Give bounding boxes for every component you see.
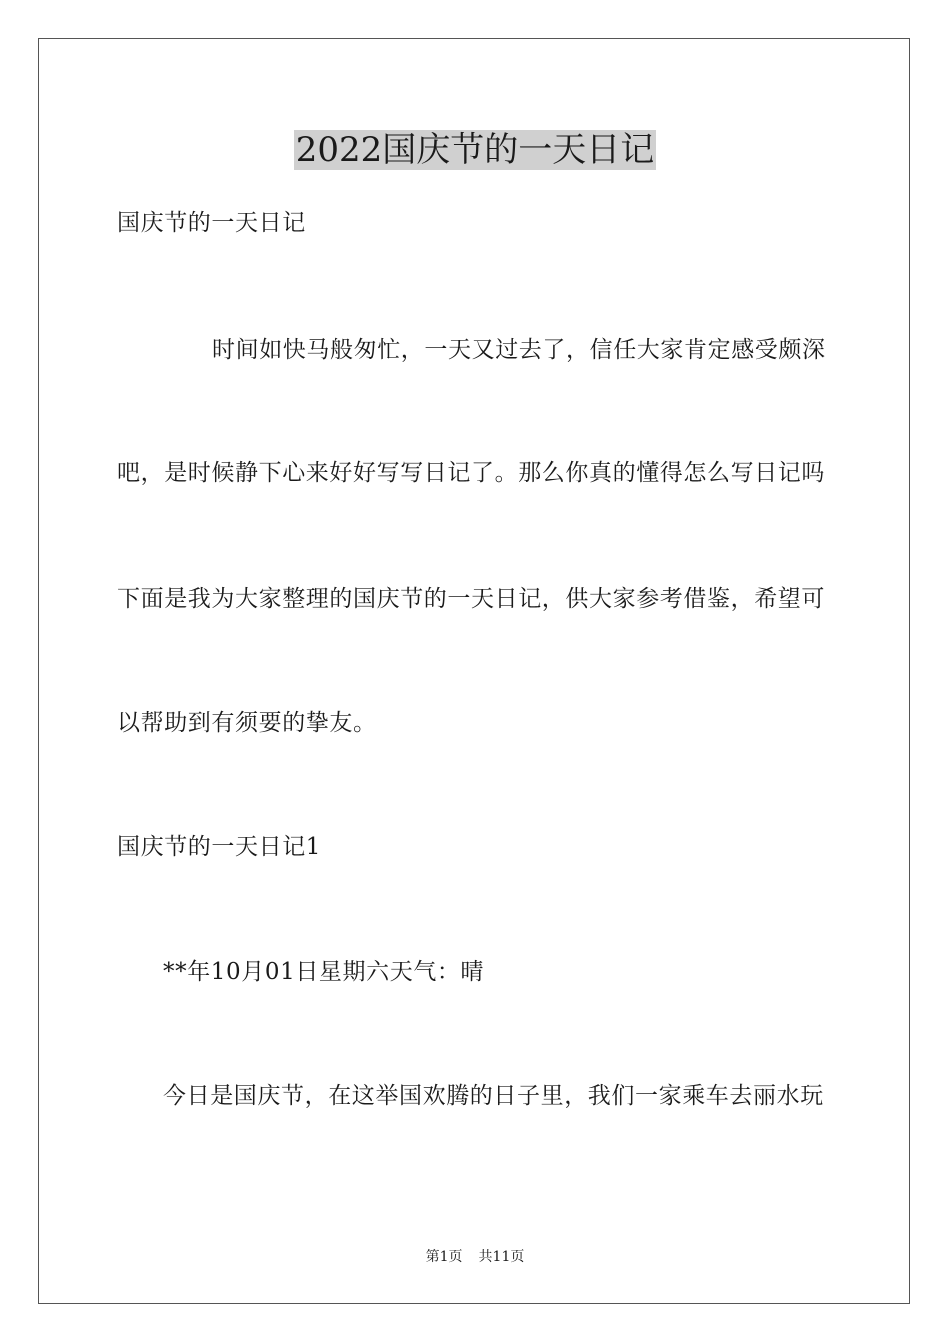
page-footer (0, 1247, 950, 1267)
paragraph-line: 时间如快马般匆忙，一天又过去了，信任大家肯定感受颇深 (212, 337, 826, 363)
paragraph-line: 吧，是时候静下心来好好写写日记了。那么你真的懂得怎么写日记吗 (117, 460, 825, 486)
page-number: 第1页 (425, 1249, 463, 1265)
paragraph-line: 下面是我为大家整理的国庆节的一天日记，供大家参考借鉴，希望可 (117, 586, 825, 612)
document-title-text: 2022国庆节的一天日记 (295, 130, 655, 170)
diary-date-line: **年10月01日星期六天气：晴 (163, 959, 485, 985)
paragraph-line: 以帮助到有须要的挚友。 (117, 710, 377, 736)
paragraph-line: 今日是国庆节，在这举国欢腾的日子里，我们一家乘车去丽水玩 (163, 1083, 824, 1109)
page-total: 共11页 (478, 1249, 525, 1265)
section-heading: 国庆节的一天日记1 (117, 834, 322, 860)
subtitle-line: 国庆节的一天日记 (117, 210, 306, 236)
document-title (0, 128, 950, 172)
